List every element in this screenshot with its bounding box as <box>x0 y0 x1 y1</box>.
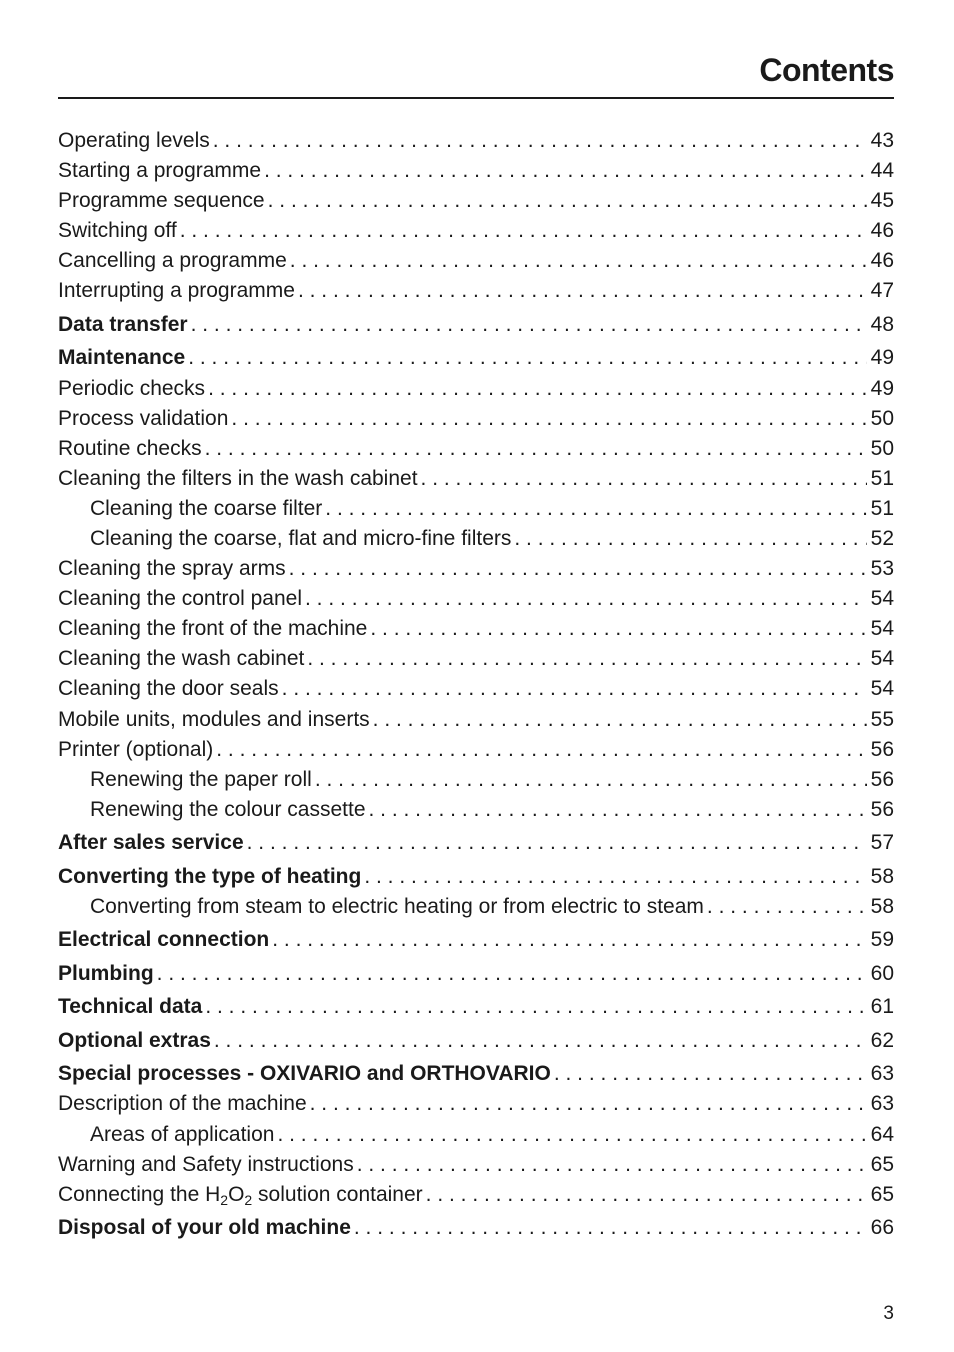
toc-entry-title: Operating levels <box>58 129 210 152</box>
toc-entry-page: 51 <box>870 466 894 490</box>
toc-entry[interactable] <box>58 1059 894 1089</box>
toc-entry-page: 64 <box>870 1122 894 1146</box>
toc-entry-title: Data transfer <box>58 312 188 336</box>
toc-entry-page: 54 <box>870 647 894 671</box>
toc-entry[interactable] <box>58 494 894 524</box>
toc-entry-title: Switching off <box>58 219 177 243</box>
toc-entry-page: 66 <box>870 1216 894 1240</box>
toc-entry[interactable] <box>58 959 894 989</box>
toc-leader-dots <box>354 1150 867 1180</box>
toc-leader-dots <box>228 404 866 434</box>
toc-entry[interactable] <box>58 404 894 434</box>
toc-leader-dots <box>307 1089 867 1119</box>
toc-entry-page: 63 <box>870 1092 894 1116</box>
toc-entry[interactable] <box>58 126 894 156</box>
toc-entry[interactable] <box>58 276 894 306</box>
toc-entry-title: Cleaning the control panel <box>58 587 303 611</box>
toc-entry-page: 49 <box>870 346 894 370</box>
toc-entry-page: 56 <box>870 797 894 821</box>
toc-entry-title: Renewing the paper roll <box>90 767 312 791</box>
toc-leader-dots <box>213 735 866 765</box>
toc-entry-page: 48 <box>870 312 894 336</box>
toc-entry[interactable] <box>58 246 894 276</box>
toc-entry-title: Process validation <box>58 406 229 430</box>
page-number: 3 <box>883 1303 894 1324</box>
toc-entry[interactable] <box>58 705 894 735</box>
toc-entry-page: 57 <box>870 831 894 855</box>
toc-entry-title: Cleaning the spray arms <box>58 557 286 581</box>
toc-entry-page: 54 <box>870 617 894 641</box>
toc-entry-page: 65 <box>870 1182 894 1206</box>
toc-entry-title: Printer (optional) <box>58 737 214 761</box>
toc-entry-page: 54 <box>870 677 894 701</box>
toc-entry-title: Programme sequence <box>58 189 265 213</box>
toc-leader-dots <box>279 674 867 704</box>
toc-leader-dots <box>177 216 867 246</box>
toc-leader-dots <box>274 1120 866 1150</box>
toc-entry-title: Starting a programme <box>58 159 262 183</box>
toc-entry-title: Periodic checks <box>58 376 206 400</box>
table-of-contents <box>58 126 894 1243</box>
toc-entry-title: Connecting the $H_2O_2$ solution container <box>58 1182 423 1208</box>
toc-entry-page: 60 <box>870 961 894 985</box>
toc-entry[interactable] <box>58 216 894 246</box>
toc-entry-page: 52 <box>870 527 894 550</box>
toc-entry[interactable] <box>58 1150 894 1180</box>
toc-entry-title: Mobile units, modules and inserts <box>58 707 370 731</box>
toc-entry[interactable] <box>58 1180 894 1210</box>
toc-leader-dots <box>261 156 867 186</box>
toc-entry[interactable] <box>58 765 894 795</box>
toc-entry-page: 46 <box>870 219 894 243</box>
toc-entry-title: Converting from steam to electric heating or from electric to steam <box>90 894 704 918</box>
toc-entry-page: 50 <box>870 436 894 460</box>
toc-entry-title: Cleaning the coarse, flat and micro-fine filters <box>90 527 512 550</box>
toc-entry-title: After sales service <box>58 831 244 855</box>
toc-entry-page: 51 <box>870 496 894 520</box>
title-rule <box>58 97 894 99</box>
toc-entry[interactable] <box>58 343 894 373</box>
toc-entry-title: Renewing the colour cassette <box>90 797 366 821</box>
toc-entry-page: 61 <box>870 995 894 1019</box>
toc-entry-page: 50 <box>870 406 894 430</box>
toc-entry-page: 59 <box>870 928 894 952</box>
toc-entry-page: 65 <box>870 1152 894 1176</box>
toc-entry-title: Optional extras <box>58 1028 211 1052</box>
toc-entry[interactable] <box>58 735 894 765</box>
toc-leader-dots <box>366 795 867 825</box>
toc-leader-dots <box>351 1213 867 1243</box>
toc-entry-title: Special processes - OXIVARIO and ORTHOVARIO <box>58 1062 551 1086</box>
toc-leader-dots <box>302 584 867 614</box>
toc-entry[interactable] <box>58 795 894 825</box>
toc-leader-dots <box>704 892 867 922</box>
toc-entry-title: Electrical connection <box>58 928 270 952</box>
toc-entry[interactable] <box>58 1026 894 1056</box>
toc-entry-title: Technical data <box>58 995 203 1019</box>
toc-entry-page: 56 <box>870 767 894 791</box>
toc-entry[interactable] <box>58 828 894 858</box>
toc-leader-dots <box>188 310 867 340</box>
toc-leader-dots <box>367 614 866 644</box>
toc-entry[interactable] <box>58 862 894 892</box>
toc-entry[interactable] <box>58 554 894 584</box>
toc-leader-dots <box>286 554 867 584</box>
toc-leader-dots <box>185 343 866 373</box>
toc-entry[interactable] <box>58 434 894 464</box>
toc-entry-page: 58 <box>870 894 894 918</box>
toc-leader-dots <box>511 524 866 554</box>
toc-entry[interactable] <box>58 674 894 704</box>
toc-entry-page: 54 <box>870 587 894 611</box>
toc-entry-title: Cleaning the front of the machine <box>58 617 368 641</box>
toc-entry[interactable] <box>58 644 894 674</box>
toc-entry-title: Cleaning the wash cabinet <box>58 647 305 671</box>
toc-entry-page: 62 <box>870 1028 894 1052</box>
toc-leader-dots <box>295 276 867 306</box>
toc-entry-title: Routine checks <box>58 436 202 460</box>
toc-leader-dots <box>287 246 867 276</box>
toc-leader-dots <box>322 494 866 524</box>
toc-entry-page: 49 <box>870 376 894 400</box>
toc-entry-page: 45 <box>870 189 894 213</box>
toc-entry-title: Interrupting a programme <box>58 279 295 303</box>
toc-entry[interactable] <box>58 1089 894 1119</box>
toc-leader-dots <box>304 644 866 674</box>
toc-entry-page: 43 <box>870 129 894 152</box>
toc-leader-dots <box>423 1180 867 1210</box>
toc-entry-title: Cleaning the door seals <box>58 677 279 701</box>
toc-entry[interactable] <box>58 1120 894 1150</box>
toc-leader-dots <box>361 862 866 892</box>
toc-entry[interactable] <box>58 614 894 644</box>
toc-entry-title: Plumbing <box>58 961 154 985</box>
toc-entry-page: 46 <box>870 249 894 273</box>
toc-leader-dots <box>211 1026 867 1056</box>
toc-entry-page: 47 <box>870 279 894 303</box>
toc-entry-title: Cleaning the filters in the wash cabinet <box>58 466 418 490</box>
toc-entry[interactable] <box>58 892 894 922</box>
toc-entry[interactable] <box>58 992 894 1022</box>
toc-entry-title: Description of the machine <box>58 1092 307 1116</box>
toc-entry[interactable] <box>58 925 894 955</box>
toc-leader-dots <box>210 126 867 156</box>
toc-entry-page: 53 <box>870 557 894 581</box>
toc-entry-title: Converting the type of heating <box>58 864 362 888</box>
toc-leader-dots <box>312 765 867 795</box>
toc-entry-page: 44 <box>870 159 894 183</box>
toc-entry-page: 55 <box>870 707 894 731</box>
toc-entry-page: 63 <box>870 1062 894 1086</box>
toc-entry-title: Cleaning the coarse filter <box>90 496 323 520</box>
toc-entry-page: 56 <box>870 737 894 761</box>
toc-leader-dots <box>551 1059 867 1089</box>
toc-leader-dots <box>202 434 867 464</box>
toc-entry[interactable] <box>58 374 894 404</box>
toc-leader-dots <box>265 186 867 216</box>
toc-entry[interactable] <box>58 156 894 186</box>
toc-entry-title: Areas of application <box>90 1122 275 1146</box>
page-title: Contents <box>759 52 894 88</box>
toc-entry-page: 58 <box>870 864 894 888</box>
toc-entry-title: Maintenance <box>58 346 186 370</box>
toc-leader-dots <box>370 705 867 735</box>
toc-entry[interactable] <box>58 310 894 340</box>
toc-entry[interactable] <box>58 1213 894 1243</box>
toc-entry[interactable] <box>58 584 894 614</box>
toc-leader-dots <box>418 464 867 494</box>
toc-leader-dots <box>244 828 867 858</box>
toc-entry-title: Disposal of your old machine <box>58 1216 351 1240</box>
toc-leader-dots <box>202 992 866 1022</box>
toc-entry[interactable] <box>58 186 894 216</box>
toc-entry[interactable] <box>58 524 894 554</box>
toc-leader-dots <box>205 374 867 404</box>
toc-entry[interactable] <box>58 464 894 494</box>
toc-leader-dots <box>154 959 867 989</box>
toc-leader-dots <box>269 925 866 955</box>
toc-entry-title: Warning and Safety instructions <box>58 1152 354 1176</box>
toc-entry-title: Cancelling a programme <box>58 249 287 273</box>
